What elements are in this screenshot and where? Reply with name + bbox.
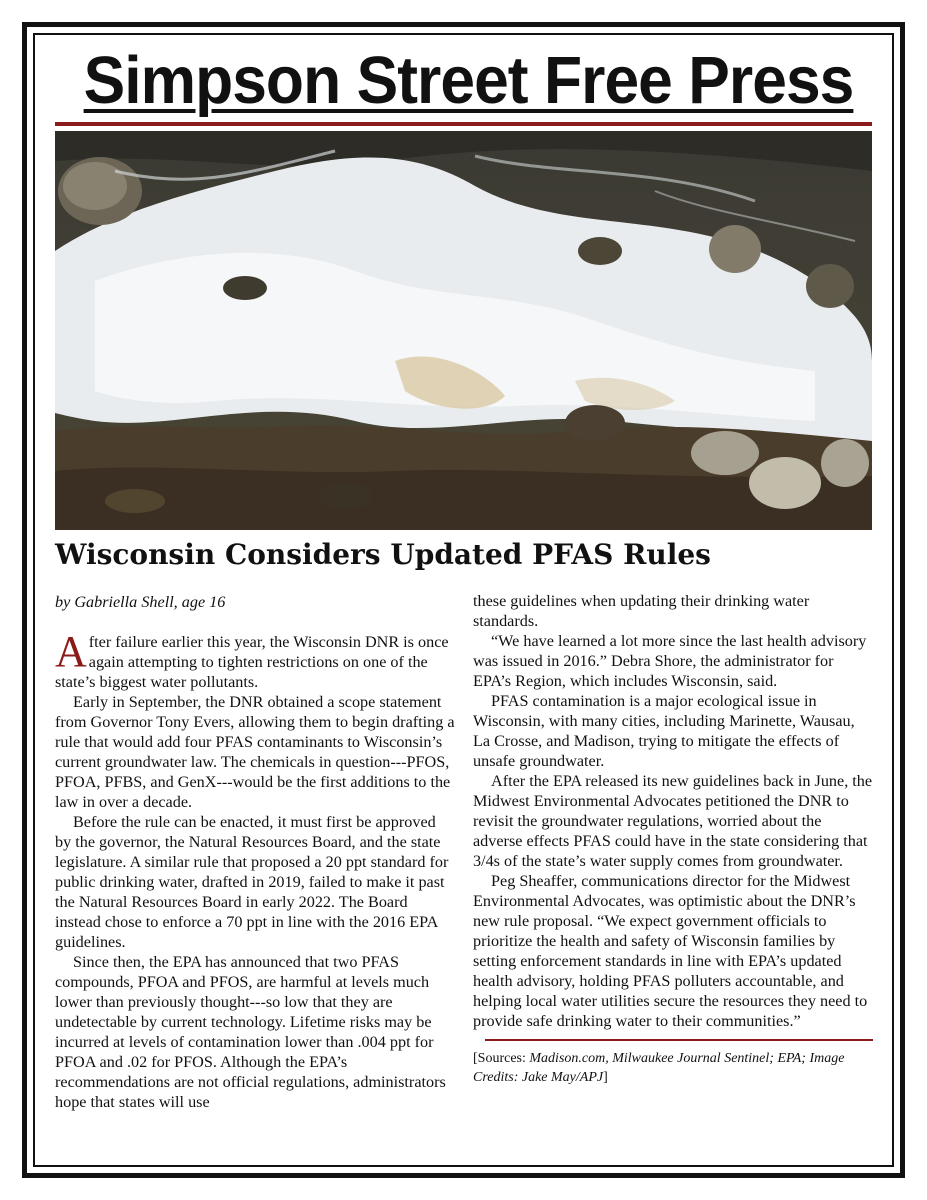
article-paragraph: Before the rule can be enacted, it must first be approved by the governor, the Natural Resources Board, and the state legislature. A similar rule that proposed a 20 ppt standard for public drinking water, drafted in 2019, failed to make it past the Natural Resources Board in early 2022. The Board instead chose to enforce a 70 ppt in line with the 2016 EPA guidelines. xyxy=(55,813,449,951)
masthead-rule xyxy=(55,122,872,126)
article-paragraph: PFAS contamination is a major ecological issue in Wisconsin, with many cities, including Marinette, Wausau, La Crosse, and Madison, trying to mitigate the effects of unsafe groundwater. xyxy=(473,692,855,770)
article-photo xyxy=(55,131,872,530)
article-paragraph-continued: these guidelines when updating their drinking water standards. xyxy=(473,592,810,630)
article-paragraph: “We have learned a lot more since the last health advisory was issued in 2016.” Debra Shore, the administrator for EPA’s Region, which includes Wisconsin, said. xyxy=(473,632,867,690)
article-paragraph: Since then, the EPA has announced that two PFAS compounds, PFOA and PFOS, are harmful at levels much lower than previously thought---so low that they are undetectable by current technology. Lifetime risks may be incurred at levels of contamination lower than .004 ppt for PFOA and .02 for PFOS. Although the EPA’s recommendations are not official regulations, administrators hope that states will use xyxy=(55,953,446,1111)
article-column-left xyxy=(55,592,455,1112)
article-paragraph: After failure earlier this year, the Wisconsin DNR is once again attempting to tighten restrictions on one of the state’s biggest water pollutants. xyxy=(55,627,449,691)
masthead-title: Simpson Street Free Press xyxy=(83,43,854,118)
article-headline: Wisconsin Considers Updated PFAS Rules xyxy=(55,538,711,571)
article-byline: by Gabriella Shell, age 16 xyxy=(55,593,226,611)
article-paragraph: Early in September, the DNR obtained a scope statement from Governor Tony Evers, allowing them to begin drafting a rule that would add four PFAS contaminants to Wisconsin’s current groundwater law. The chemicals in question---PFOS, PFOA, PFBS, and GenX---would be the first additions to the law in over a decade. xyxy=(55,693,455,811)
sources-rule xyxy=(485,1039,873,1041)
article-column-right xyxy=(473,591,873,1087)
drop-cap: A xyxy=(55,627,87,676)
article-paragraph: After the EPA released its new guidelines back in June, the Midwest Environmental Advocates petitioned the DNR to revisit the groundwater regulations, worried about the adverse effects PFAS could have in the state considering that 3/4s of the state’s water supply comes from groundwater. xyxy=(473,772,873,870)
article-paragraph: Peg Sheaffer, communications director for the Midwest Environmental Advocates, was optimistic about the DNR’s new rule proposal. “We expect government officials to prioritize the health and safety of Wisconsin families by setting enforcement standards in line with EPA’s updated health advisory, holding PFAS polluters accountable, and helping local water utilities secure the resources they need to provide safe drinking water to their communities.” xyxy=(473,872,868,1030)
article-sources: [Sources: Madison.com, Milwaukee Journal Sentinel; EPA; Image Credits: Jake May/APJ] xyxy=(473,1051,845,1085)
